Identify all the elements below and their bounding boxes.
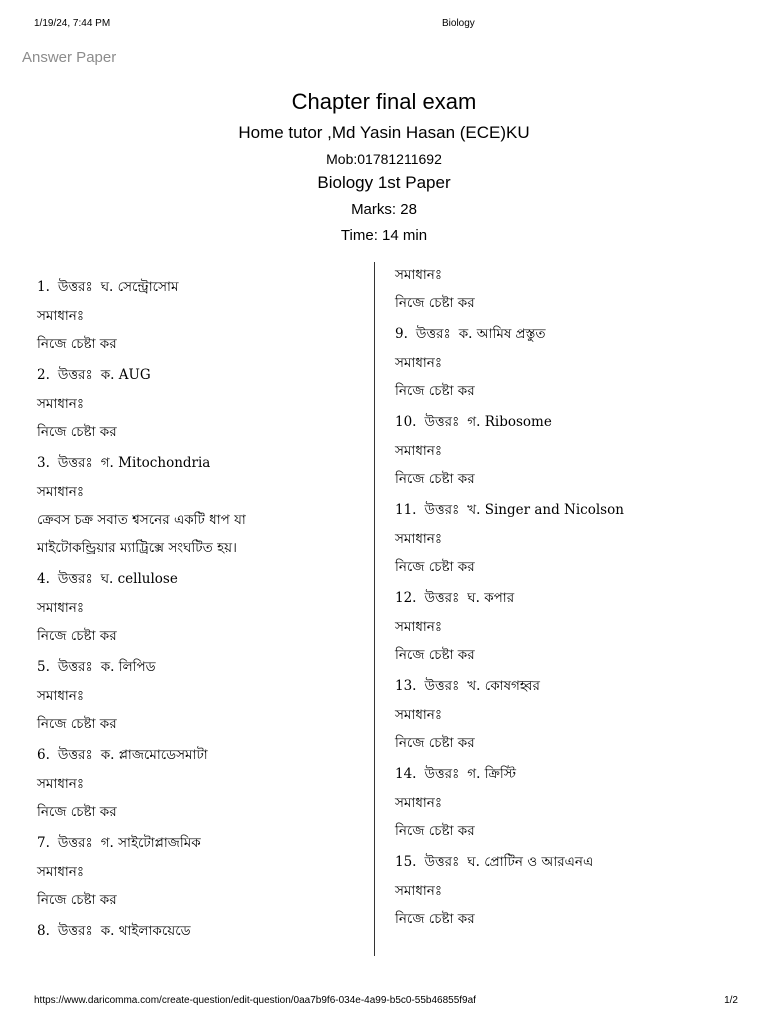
answer-text: গ. Ribosome <box>467 414 552 430</box>
print-header <box>34 18 738 32</box>
answer-text: গ. সাইটোপ্লাজমিক <box>100 835 201 851</box>
solution-text: নিজে চেষ্টা কর <box>37 424 117 440</box>
answer-item <box>395 672 745 757</box>
solution-label: সমাধানঃ <box>395 531 443 547</box>
question-number: 10. <box>395 414 417 430</box>
answer-label: উত্তরঃ <box>424 414 460 430</box>
answer-item <box>395 760 745 845</box>
answer-text: গ. Mitochondria <box>100 455 211 471</box>
mobile-number: Mob:01781211692 <box>326 151 442 167</box>
answer-label: উত্তরঃ <box>424 678 460 694</box>
answer-line <box>395 848 745 877</box>
solution-label: সমাধানঃ <box>395 443 443 459</box>
answer-text: গ. ক্রিস্টি <box>467 766 516 782</box>
question-number: 11. <box>395 502 417 518</box>
question-number: 12. <box>395 590 417 606</box>
solution-text: নিজে চেষ্টা কর <box>395 823 475 839</box>
answer-label: উত্তরঃ <box>424 502 460 518</box>
answer-item <box>37 829 362 914</box>
answer-text: ঘ. কপার <box>467 590 515 606</box>
tutor-name: Home tutor ,Md Yasin Hasan (ECE)KU <box>238 123 530 142</box>
answer-item <box>395 496 745 581</box>
answer-label: উত্তরঃ <box>57 835 93 851</box>
answer-text: ঘ. প্রোটিন ও আরএনএ <box>467 854 594 870</box>
answer-line <box>37 917 362 946</box>
answer-text: খ. কোষগহ্বর <box>467 678 540 694</box>
answer-line <box>395 760 745 789</box>
answer-label: উত্তরঃ <box>424 766 460 782</box>
answer-label: উত্তরঃ <box>57 455 93 471</box>
solution-text: মাইটোকন্ড্রিয়ার ম্যাট্রিক্সে সংঘটিত হয়। <box>37 540 237 556</box>
solution-label: সমাধানঃ <box>37 688 85 704</box>
solution-text: নিজে চেষ্টা কর <box>395 383 475 399</box>
answer-line <box>37 273 362 302</box>
answer-line <box>395 320 745 349</box>
answer-label: উত্তরঃ <box>57 367 93 383</box>
question-number: 6. <box>37 747 50 763</box>
solution-label: সমাধানঃ <box>395 707 443 723</box>
question-number: 8. <box>37 923 50 939</box>
exam-time: Time: 14 min <box>340 227 428 244</box>
left-answer-column <box>37 270 362 946</box>
answer-text: ক. আমিষ প্রস্তুত <box>458 326 546 342</box>
question-number: 13. <box>395 678 417 694</box>
paper-name: Biology 1st Paper <box>317 173 451 192</box>
solution-text: নিজে চেষ্টা কর <box>37 804 117 820</box>
answer-paper-label: Answer Paper <box>22 49 117 66</box>
answer-item <box>37 917 362 946</box>
answer-line <box>37 829 362 858</box>
answer-label: উত্তরঃ <box>424 854 460 870</box>
answer-item <box>37 653 362 738</box>
solution-text: নিজে চেষ্টা কর <box>395 559 475 575</box>
answer-label: উত্তরঃ <box>57 923 93 939</box>
solution-label: সমাধানঃ <box>37 864 85 880</box>
answer-label: উত্তরঃ <box>57 747 93 763</box>
page-url: https://www.daricomma.com/create-question/edit-question/0aa7b9f6-034e-4a99-b5c0-55b46855f9af <box>34 995 476 1006</box>
answer-item <box>37 741 362 826</box>
question-number: 5. <box>37 659 50 675</box>
answer-label: উত্তরঃ <box>57 279 93 295</box>
solution-text: নিজে চেষ্টা কর <box>37 628 117 644</box>
answer-text: ক. প্লাজমোডেসমাটা <box>100 747 208 763</box>
solution-label: সমাধানঃ <box>395 267 443 283</box>
answer-line <box>37 449 362 478</box>
answer-text: খ. Singer and Nicolson <box>467 502 624 518</box>
answer-label: উত্তরঃ <box>424 590 460 606</box>
answer-item <box>37 449 362 562</box>
answer-label: উত্তরঃ <box>57 571 93 587</box>
solution-label: সমাধানঃ <box>37 776 85 792</box>
column-divider <box>374 262 375 956</box>
answer-line <box>395 496 745 525</box>
question-number: 1. <box>37 279 50 295</box>
answer-line <box>37 565 362 594</box>
question-number: 2. <box>37 367 50 383</box>
answer-line <box>37 653 362 682</box>
solution-text: নিজে চেষ্টা কর <box>37 892 117 908</box>
answer-label: উত্তরঃ <box>57 659 93 675</box>
solution-text: নিজে চেষ্টা কর <box>395 735 475 751</box>
continued-solution <box>395 261 745 317</box>
answer-text: ঘ. cellulose <box>100 571 178 587</box>
answer-item <box>395 584 745 669</box>
answer-line <box>395 584 745 613</box>
solution-label: সমাধানঃ <box>37 308 85 324</box>
answer-line <box>37 741 362 770</box>
answer-text: ঘ. সেন্ট্রোসোম <box>100 279 179 295</box>
answer-text: ক. লিপিড <box>100 659 156 675</box>
solution-text: নিজে চেষ্টা কর <box>395 295 475 311</box>
solution-label: সমাধানঃ <box>37 396 85 412</box>
answer-item <box>37 273 362 358</box>
exam-title: Chapter final exam <box>291 89 477 114</box>
question-number: 4. <box>37 571 50 587</box>
answer-label: উত্তরঃ <box>415 326 451 342</box>
solution-label: সমাধানঃ <box>37 600 85 616</box>
question-number: 9. <box>395 326 408 342</box>
answer-item <box>37 361 362 446</box>
answer-line <box>395 672 745 701</box>
solution-text: নিজে চেষ্টা কর <box>37 716 117 732</box>
print-date: 1/19/24, 7:44 PM <box>34 18 111 29</box>
question-number: 7. <box>37 835 50 851</box>
solution-text: নিজে চেষ্টা কর <box>37 336 117 352</box>
exam-marks: Marks: 28 <box>351 201 417 218</box>
right-answer-column <box>395 261 745 933</box>
answer-line <box>37 361 362 390</box>
answer-item <box>395 408 745 493</box>
solution-label: সমাধানঃ <box>395 619 443 635</box>
question-number: 14. <box>395 766 417 782</box>
exam-header <box>0 88 768 245</box>
question-number: 3. <box>37 455 50 471</box>
solution-label: সমাধানঃ <box>37 484 85 500</box>
solution-label: সমাধানঃ <box>395 883 443 899</box>
answer-item <box>37 565 362 650</box>
answer-line <box>395 408 745 437</box>
print-footer <box>34 995 738 1009</box>
solution-text: নিজে চেষ্টা কর <box>395 911 475 927</box>
answer-text: ক. AUG <box>100 367 151 383</box>
answer-item <box>395 320 745 405</box>
solution-text: ক্রেবস চক্র সবাত শ্বসনের একটি ধাপ যা <box>37 512 246 528</box>
solution-label: সমাধানঃ <box>395 355 443 371</box>
answer-item <box>395 848 745 933</box>
solution-text: নিজে চেষ্টা কর <box>395 647 475 663</box>
solution-label: সমাধানঃ <box>395 795 443 811</box>
answer-text: ক. থাইলাকয়েডে <box>100 923 191 939</box>
question-number: 15. <box>395 854 417 870</box>
print-title: Biology <box>442 18 475 29</box>
page-number: 1/2 <box>724 995 738 1006</box>
solution-text: নিজে চেষ্টা কর <box>395 471 475 487</box>
